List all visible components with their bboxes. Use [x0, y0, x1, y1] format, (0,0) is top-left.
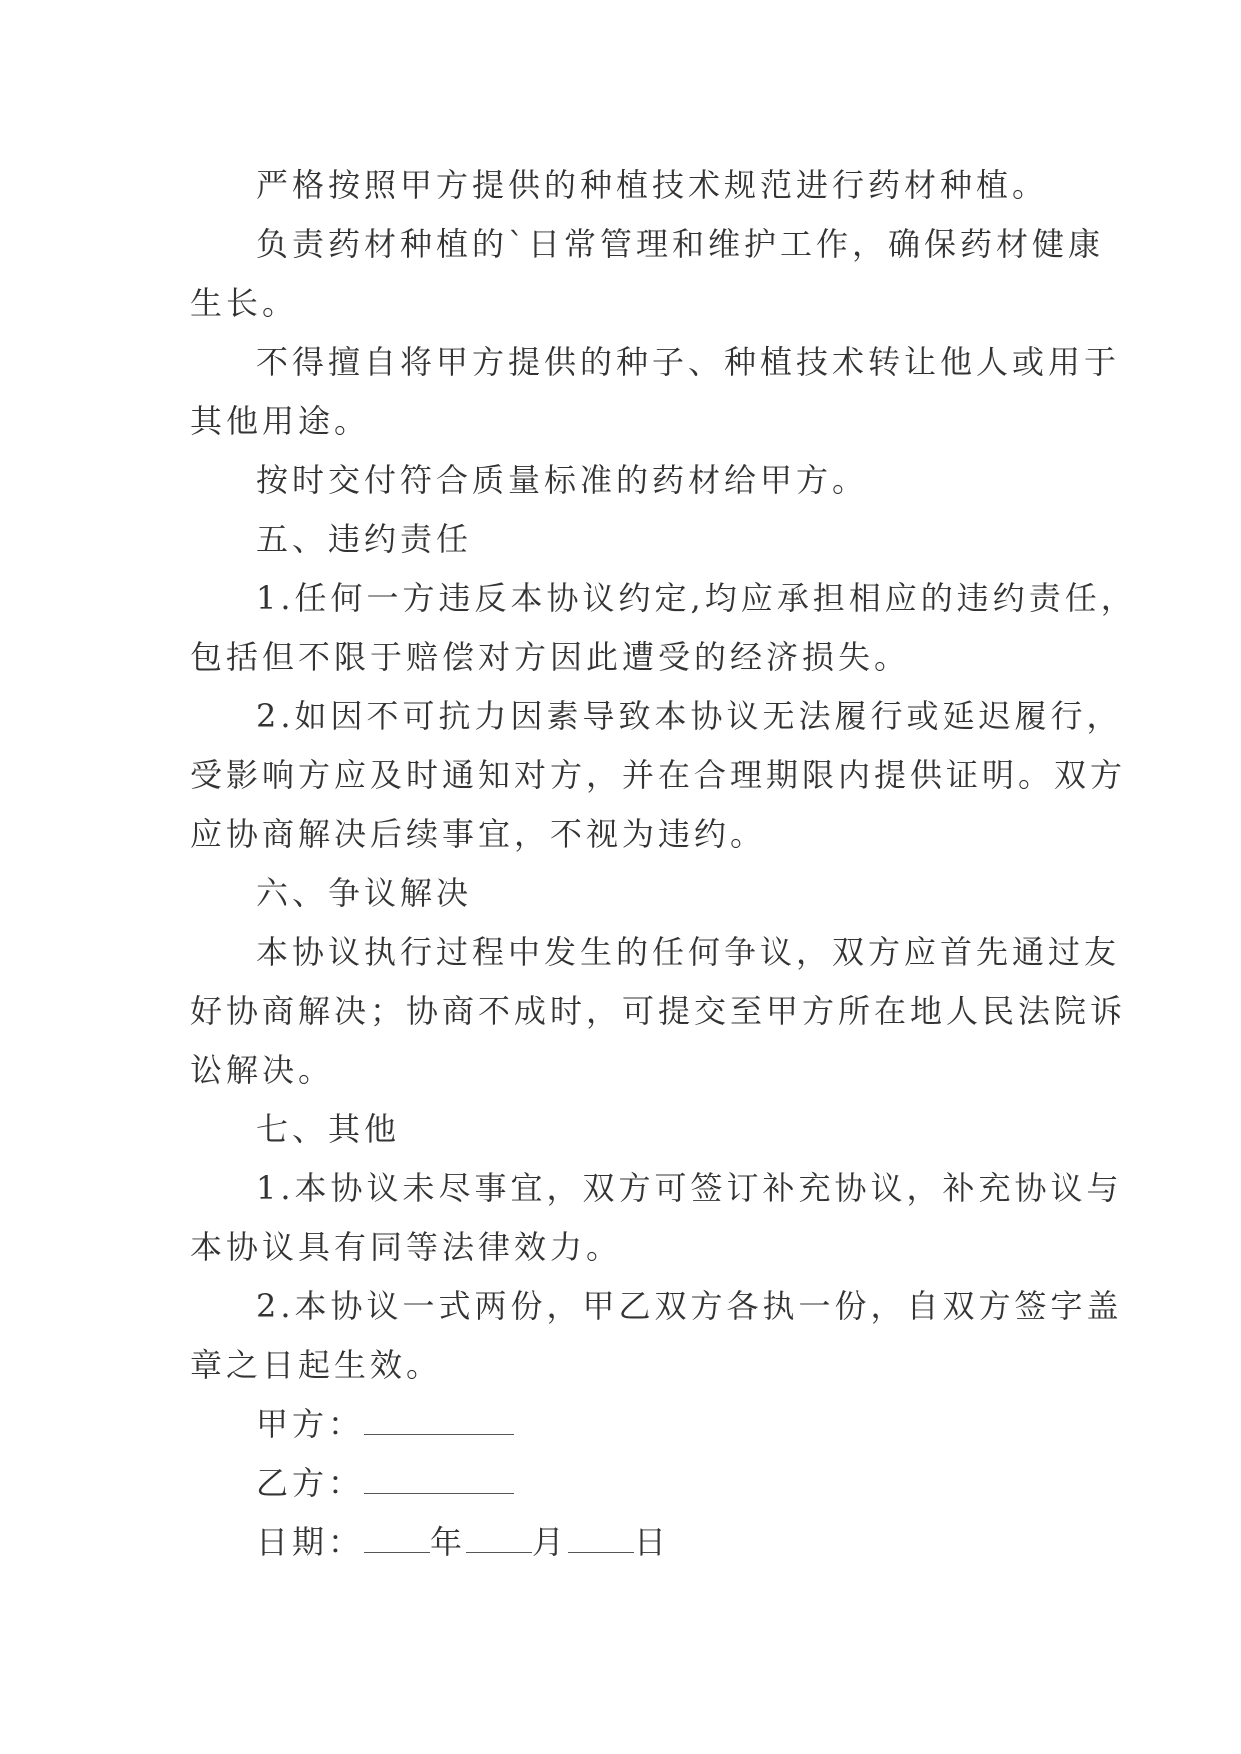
text-line: 讼解决。: [190, 1051, 335, 1089]
date-label: 日期：: [256, 1523, 365, 1561]
text-line: 包括但不限于赔偿对方因此遭受的经济损失。: [190, 638, 911, 676]
party-b-label: 乙方：: [256, 1464, 365, 1502]
text-line: 章之日起生效。: [190, 1346, 443, 1384]
year-blank: [364, 1522, 430, 1553]
month-label: 月: [532, 1523, 569, 1561]
text-line: 不得擅自将甲方提供的种子、种植技术转让他人或用于: [256, 343, 1121, 381]
party-b-blank: [364, 1463, 514, 1494]
section-heading: 五、违约责任: [256, 520, 473, 558]
text-line: 生长。: [190, 284, 299, 322]
party-a-blank: [364, 1404, 514, 1435]
text-line: 受影响方应及时通知对方，并在合理期限内提供证明。双方: [190, 756, 1127, 794]
section-heading: 七、其他: [256, 1110, 401, 1148]
text-line: 2.如因不可抗力因素导致本协议无法履行或延迟履行，: [256, 697, 1123, 735]
text-line: 其他用途。: [190, 402, 371, 440]
text-line: 本协议执行过程中发生的任何争议，双方应首先通过友: [256, 933, 1121, 971]
party-a-signature-line: [190, 1395, 1060, 1454]
text-line: 负责药材种植的`日常管理和维护工作，确保药材健康: [256, 225, 1105, 263]
date-line: [190, 1513, 1060, 1572]
day-label: 日: [634, 1523, 671, 1561]
text-line: 本协议具有同等法律效力。: [190, 1228, 623, 1266]
party-b-signature-line: [190, 1454, 1060, 1513]
text-line: 严格按照甲方提供的种植技术规范进行药材种植。: [256, 166, 1049, 204]
text-line: 按时交付符合质量标准的药材给甲方。: [256, 461, 869, 499]
day-blank: [568, 1522, 634, 1553]
text-line: 2.本协议一式两份，甲乙双方各执一份，自双方签字盖: [256, 1287, 1123, 1325]
text-line: 应协商解决后续事宜，不视为违约。: [190, 815, 767, 853]
month-blank: [466, 1522, 532, 1553]
document-body: [190, 156, 1137, 1572]
text-line: 1.本协议未尽事宜，双方可签订补充协议，补充协议与: [256, 1169, 1123, 1207]
text-line: 1.任何一方违反本协议约定,均应承担相应的违约责任，: [256, 579, 1137, 617]
section-heading: 六、争议解决: [256, 874, 473, 912]
year-label: 年: [430, 1523, 467, 1561]
party-a-label: 甲方：: [256, 1405, 365, 1443]
text-line: 好协商解决；协商不成时，可提交至甲方所在地人民法院诉: [190, 992, 1127, 1030]
